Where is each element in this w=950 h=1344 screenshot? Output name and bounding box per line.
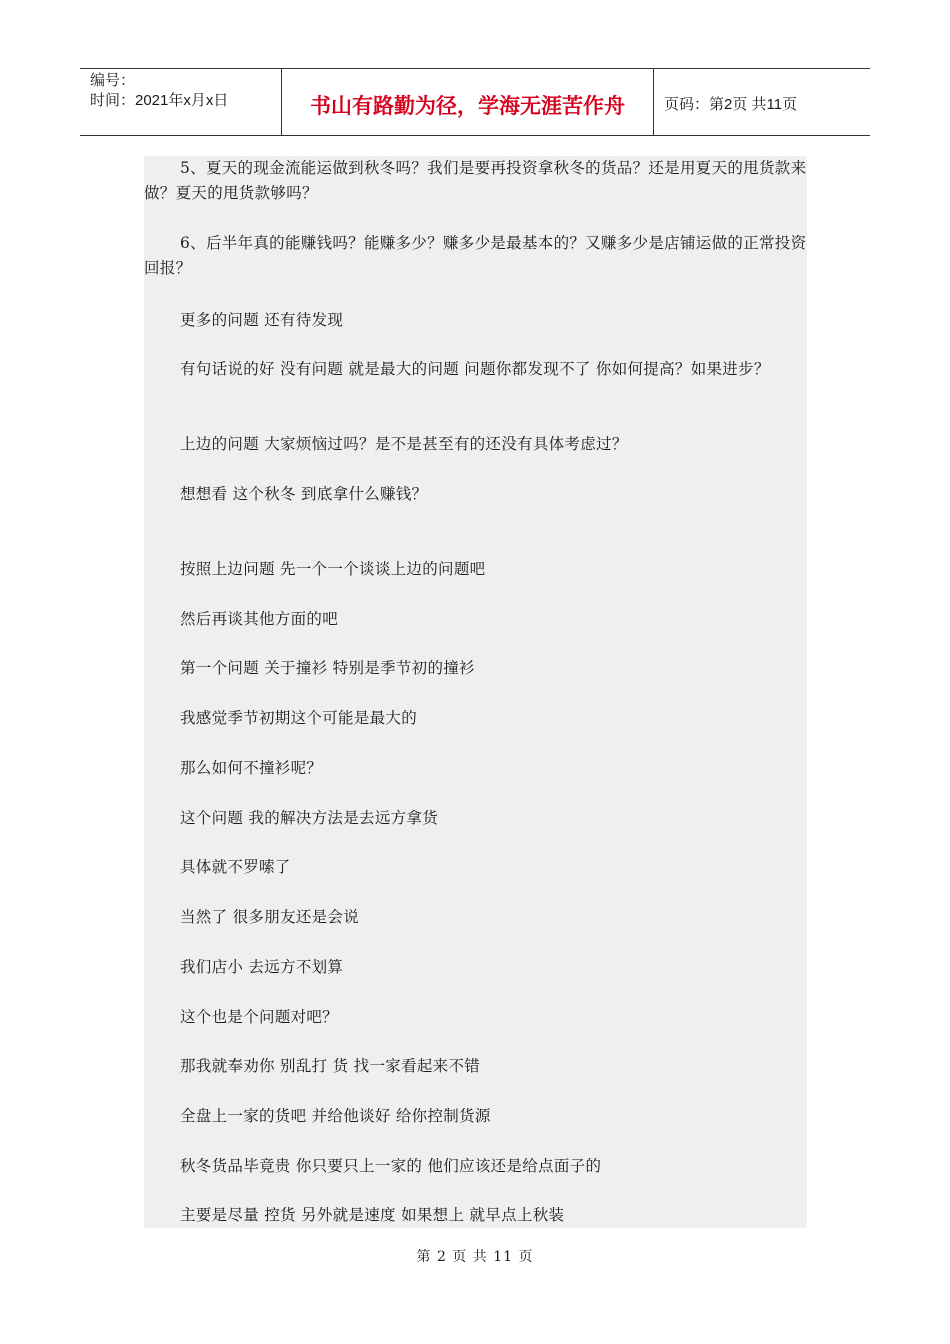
paragraph: 6、后半年真的能赚钱吗？能赚多少？赚多少是最基本的？又赚多少是店铺运做的正常投资回报？ xyxy=(144,234,807,277)
paragraph: 那我就奉劝你 别乱打 货 找一家看起来不错 xyxy=(180,1057,481,1075)
paragraph: 想想看 这个秋冬 到底拿什么赚钱？ xyxy=(180,485,428,503)
paragraph: 我感觉季节初期这个可能是最大的 xyxy=(180,709,418,727)
header-info-cell xyxy=(80,69,282,135)
document-header xyxy=(80,68,870,136)
paragraph: 更多的问题 还有待发现 xyxy=(180,311,344,329)
paragraph: 全盘上一家的货吧 并给他谈好 给你控制货源 xyxy=(180,1107,491,1125)
paragraph: 然后再谈其他方面的吧 xyxy=(180,610,339,628)
paragraph: 这个也是个问题对吧？ xyxy=(180,1008,339,1026)
date-text: 时间：2021年x月x日 xyxy=(90,92,229,109)
header-motto: 书山有路勤为径，学海无涯苦作舟 xyxy=(282,69,654,135)
page-footer: 第 2 页 共 11 页 xyxy=(416,1249,534,1265)
paragraph: 按照上边问题 先一个一个谈谈上边的问题吧 xyxy=(180,560,486,578)
paragraph: 主要是尽量 控货 另外就是速度 如果想上 就早点上秋装 xyxy=(180,1206,565,1224)
paragraph: 我们店小 去远方不划算 xyxy=(180,958,344,976)
header-page-info: 页码：第2页 共11页 xyxy=(664,95,798,113)
serial-number-label: 编号： xyxy=(90,72,136,89)
paragraph: 有句话说的好 没有问题 就是最大的问题 问题你都发现不了 你如何提高？如果进步？ xyxy=(180,360,770,378)
paragraph: 具体就不罗嗦了 xyxy=(180,858,291,876)
paragraph: 当然了 很多朋友还是会说 xyxy=(180,908,360,926)
paragraph: 秋冬货品毕竟贵 你只要只上一家的 他们应该还是给点面子的 xyxy=(180,1157,602,1175)
paragraph: 5、夏天的现金流能运做到秋冬吗？我们是要再投资拿秋冬的货品？还是用夏天的甩货款来做？夏天的甩货款够吗？ xyxy=(144,159,807,202)
paragraph: 这个问题 我的解决方法是去远方拿货 xyxy=(180,809,439,827)
paragraph: 上边的问题 大家烦恼过吗？是不是甚至有的还没有具体考虑过？ xyxy=(180,435,628,453)
paragraph: 第一个问题 关于撞衫 特别是季节初的撞衫 xyxy=(180,659,475,677)
document-body xyxy=(144,156,807,1228)
paragraph: 那么如何不撞衫呢？ xyxy=(180,759,323,777)
